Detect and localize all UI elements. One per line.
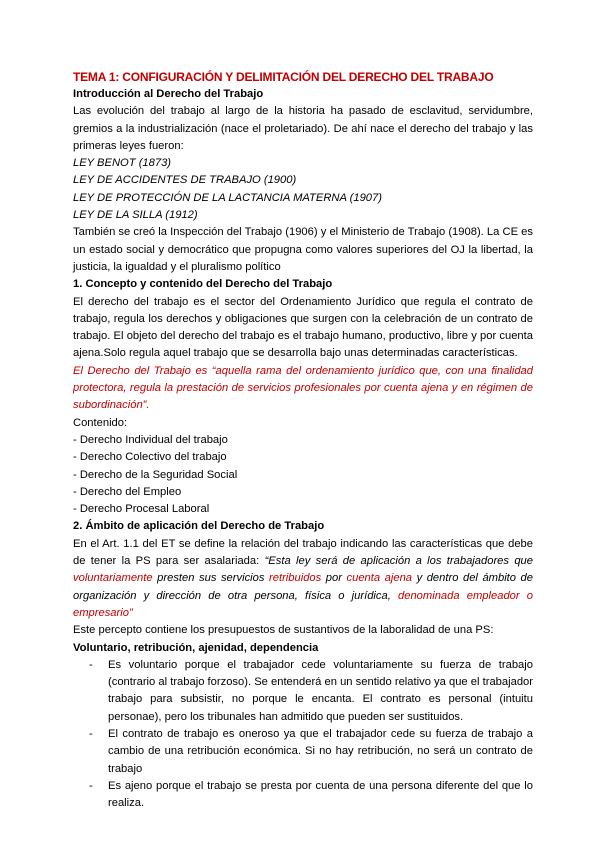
quote-highlight: cuenta ajena	[346, 572, 413, 585]
quote-highlight: retribuidos	[269, 572, 322, 585]
law-item: LEY BENOT (1873)	[73, 157, 172, 170]
bullet-text: Es voluntario porque el trabajador cede voluntariamente su fuerza de trabajo (contrario al trabajo forzoso). Se entenderá en un sentido relativo ya que el trabajador trabajo para subsistir, no porque le encanta. El contrato es personal (intuitu personae), pero los tribunales han admitido que pueden ser sustituidos.	[108, 658, 533, 723]
section-1-heading: 1. Concepto y contenido del Derecho del Trabajo	[73, 278, 333, 291]
law-item: LEY DE LA SILLA (1912)	[73, 209, 198, 222]
section-2-heading: 2. Ámbito de aplicación del Derecho de Trabajo	[73, 520, 325, 533]
law-item: LEY DE PROTECCIÓN DE LA LACTANCIA MATERNA (1907)	[73, 191, 382, 204]
law-item: LEY DE ACCIDENTES DE TRABAJO (1900)	[73, 174, 297, 187]
quote-text: y dentro del ámbito de organización y dirección de otra persona, física o jurídica,	[73, 572, 534, 602]
list-item: - Derecho del Empleo	[73, 485, 182, 498]
quote-highlight: denominada empleador o empresario”	[73, 589, 533, 619]
intro-heading: Introducción al Derecho del Trabajo	[73, 88, 264, 100]
list-item: - Derecho Individual del trabajo	[73, 433, 228, 446]
section-1-paragraph: El derecho del trabajo es el sector del Ordenamiento Jurídico que regula el contrato de trabajo, regula los derechos y obligaciones que surgen con la celebración de un contrato de trabajo. El objeto del derecho del trabajo es el trabajo humano, productivo, libre y por cuenta ajena.Solo regula aquel trabajo que se desarrolla bajo unas determinadas características.	[73, 295, 533, 360]
contents-label: Contenido:	[73, 416, 128, 429]
characteristics-line: Voluntario, retribución, ajenidad, dependencia	[73, 641, 319, 654]
contents-list	[73, 432, 533, 518]
bullet-text: El contrato de trabajo es oneroso ya que el trabajador cede su fuerza de trabajo a cambio de una retribución económica. Si no hay retribución, no será un contrato de trabajo	[108, 727, 533, 775]
characteristics-list	[73, 657, 533, 813]
list-item	[73, 778, 533, 813]
list-item	[73, 726, 533, 778]
section-2-paragraph-2: Este percepto contiene los presupuestos de sustantivos de la laboralidad de una PS:	[73, 624, 494, 637]
list-item: - Derecho Colectivo del trabajo	[73, 451, 227, 464]
section-2-paragraph	[73, 536, 533, 622]
document-page	[73, 68, 533, 812]
paragraph-text: En el Art. 1.1 del ET se define la relación del trabajo indicando las características que debe de tener la PS para ser asalariada:	[73, 537, 533, 568]
list-item: - Derecho Procesal Laboral	[73, 503, 210, 516]
bullet-mark: -	[89, 779, 93, 792]
quote-highlight: voluntariamente	[73, 572, 153, 585]
definition-quote: El Derecho del Trabajo es “aquella rama del ordenamiento jurídico que, con una finalidad protectora, regula la prestación de servicios profesionales por cuenta ajena y en régimen de subordinación”.	[73, 364, 533, 412]
bullet-mark: -	[89, 727, 93, 740]
intro-paragraph: Las evolución del trabajo al largo de la historia ha pasado de esclavitud, servidumbre, gremios a la industrialización (nace el proletariado). De ahí nace el derecho del trabajo y las primeras leyes fueron:	[73, 105, 533, 152]
intro-paragraph-2: También se creó la Inspección del Trabajo (1906) y el Ministerio de Trabajo (1908). La CE es un estado social y democrático que propugna como valores superiores del OJ la libertad, la justicia, la igualdad y el pluralismo político	[73, 226, 533, 273]
bullet-text: Es ajeno porque el trabajo se presta por cuenta de una persona diferente del que lo realiza.	[108, 779, 533, 810]
list-item: - Derecho de la Seguridad Social	[73, 468, 238, 481]
bullet-mark: -	[89, 658, 93, 671]
quote-text: presten sus servicios	[152, 572, 270, 585]
quote-text: por	[321, 572, 347, 585]
quote-text: “Esta ley será de aplicación a los trabajadores que	[264, 555, 533, 568]
document-title: TEMA 1: CONFIGURACIÓN Y DELIMITACIÓN DEL DERECHO DEL TRABAJO	[73, 70, 494, 84]
list-item	[73, 657, 533, 726]
